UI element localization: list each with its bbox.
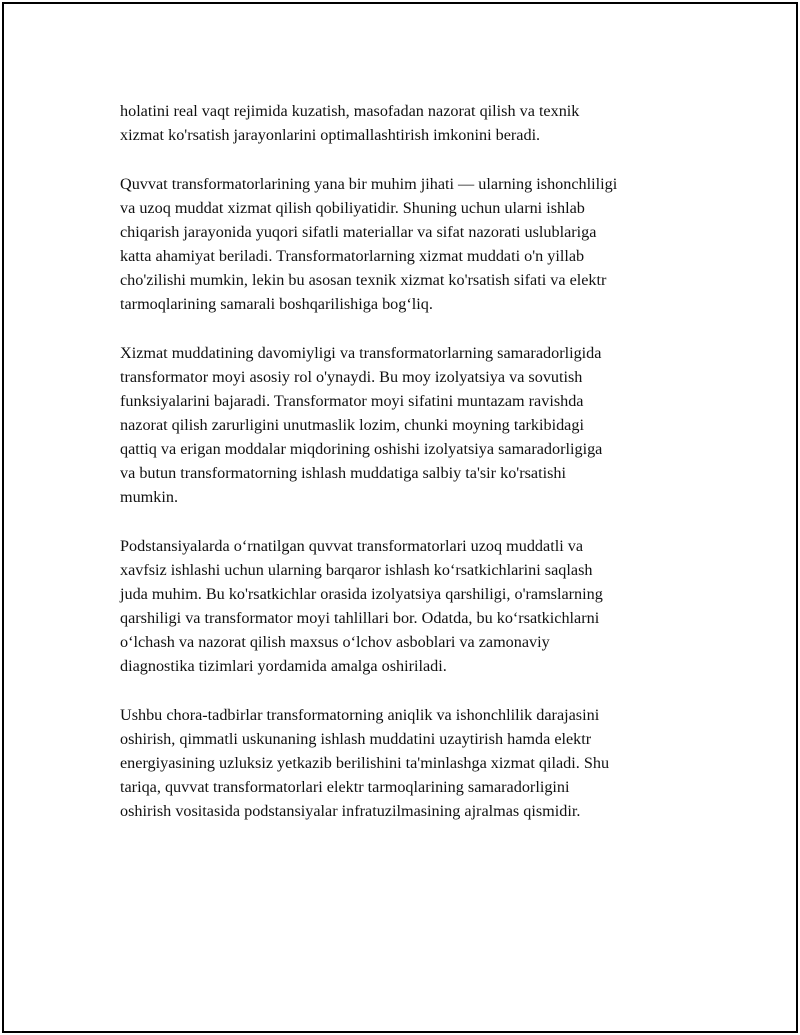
text-line: Podstansiyalarda o‘rnatilgan quvvat transformatorlari uzoq muddatli va <box>120 537 584 555</box>
text-line: Ushbu chora-tadbirlar transformatorning aniqlik va ishonchlilik darajasini <box>120 706 600 724</box>
text-line: energiyasining uzluksiz yetkazib berilishini ta'minlashga xizmat qiladi. Shu <box>120 754 610 772</box>
paragraph-5 <box>120 703 700 823</box>
text-line: juda muhim. Bu ko'rsatkichlar orasida izolyatsiya qarshiligi, o'ramslarning <box>120 585 603 603</box>
paragraph-4 <box>120 534 700 678</box>
text-line: oshirish vositasida podstansiyalar infratuzilmasining ajralmas qismidir. <box>120 802 581 820</box>
text-line: qattiq va erigan moddalar miqdorining oshishi izolyatsiya samaradorligiga <box>120 440 603 458</box>
paragraph-2 <box>120 172 700 316</box>
text-line: Xizmat muddatining davomiyligi va transformatorlarning samaradorligida <box>120 344 602 362</box>
text-line: o‘lchash va nazorat qilish maxsus o‘lchov asboblari va zamonaviy <box>120 633 550 651</box>
text-line: cho'zilishi mumkin, lekin bu asosan texnik xizmat ko'rsatish sifati va elektr <box>120 271 607 289</box>
text-line: qarshiligi va transformator moyi tahlillari bor. Odatda, bu ko‘rsatkichlarni <box>120 609 600 627</box>
text-line: oshirish, qimmatli uskunaning ishlash muddatini uzaytirish hamda elektr <box>120 730 592 748</box>
text-line: tariqa, quvvat transformatorlari elektr tarmoqlarining samaradorligini <box>120 778 570 796</box>
text-line: mumkin. <box>120 488 179 506</box>
text-line: tarmoqlarining samarali boshqarilishiga bog‘liq. <box>120 295 433 313</box>
text-line: diagnostika tizimlari yordamida amalga oshiriladi. <box>120 657 447 675</box>
text-line: va uzoq muddat xizmat qilish qobiliyatidir. Shuning uchun ularni ishlab <box>120 199 585 217</box>
text-line: Quvvat transformatorlarining yana bir muhim jihati — ularning ishonchliligi <box>120 175 618 193</box>
paragraph-3 <box>120 341 700 509</box>
text-line: xavfsiz ishlashi uchun ularning barqaror ishlash ko‘rsatkichlarini saqlash <box>120 561 593 579</box>
text-line: xizmat ko'rsatish jarayonlarini optimallashtirish imkonini beradi. <box>120 126 541 144</box>
text-line: funksiyalarini bajaradi. Transformator moyi sifatini muntazam ravishda <box>120 392 584 410</box>
text-line: va butun transformatorning ishlash muddatiga salbiy ta'sir ko'rsatishi <box>120 464 566 482</box>
paragraph-1 <box>120 99 700 147</box>
text-line: holatini real vaqt rejimida kuzatish, masofadan nazorat qilish va texnik <box>120 102 580 120</box>
page-frame <box>2 2 798 1033</box>
text-line: katta ahamiyat beriladi. Transformatorlarning xizmat muddati o'n yillab <box>120 247 585 265</box>
text-line: chiqarish jarayonida yuqori sifatli materiallar va sifat nazorati uslublariga <box>120 223 597 241</box>
text-line: nazorat qilish zarurligini unutmaslik lozim, chunki moyning tarkibidagi <box>120 416 584 434</box>
document-body <box>120 99 700 848</box>
text-line: transformator moyi asosiy rol o'ynaydi. Bu moy izolyatsiya va sovutish <box>120 368 583 386</box>
